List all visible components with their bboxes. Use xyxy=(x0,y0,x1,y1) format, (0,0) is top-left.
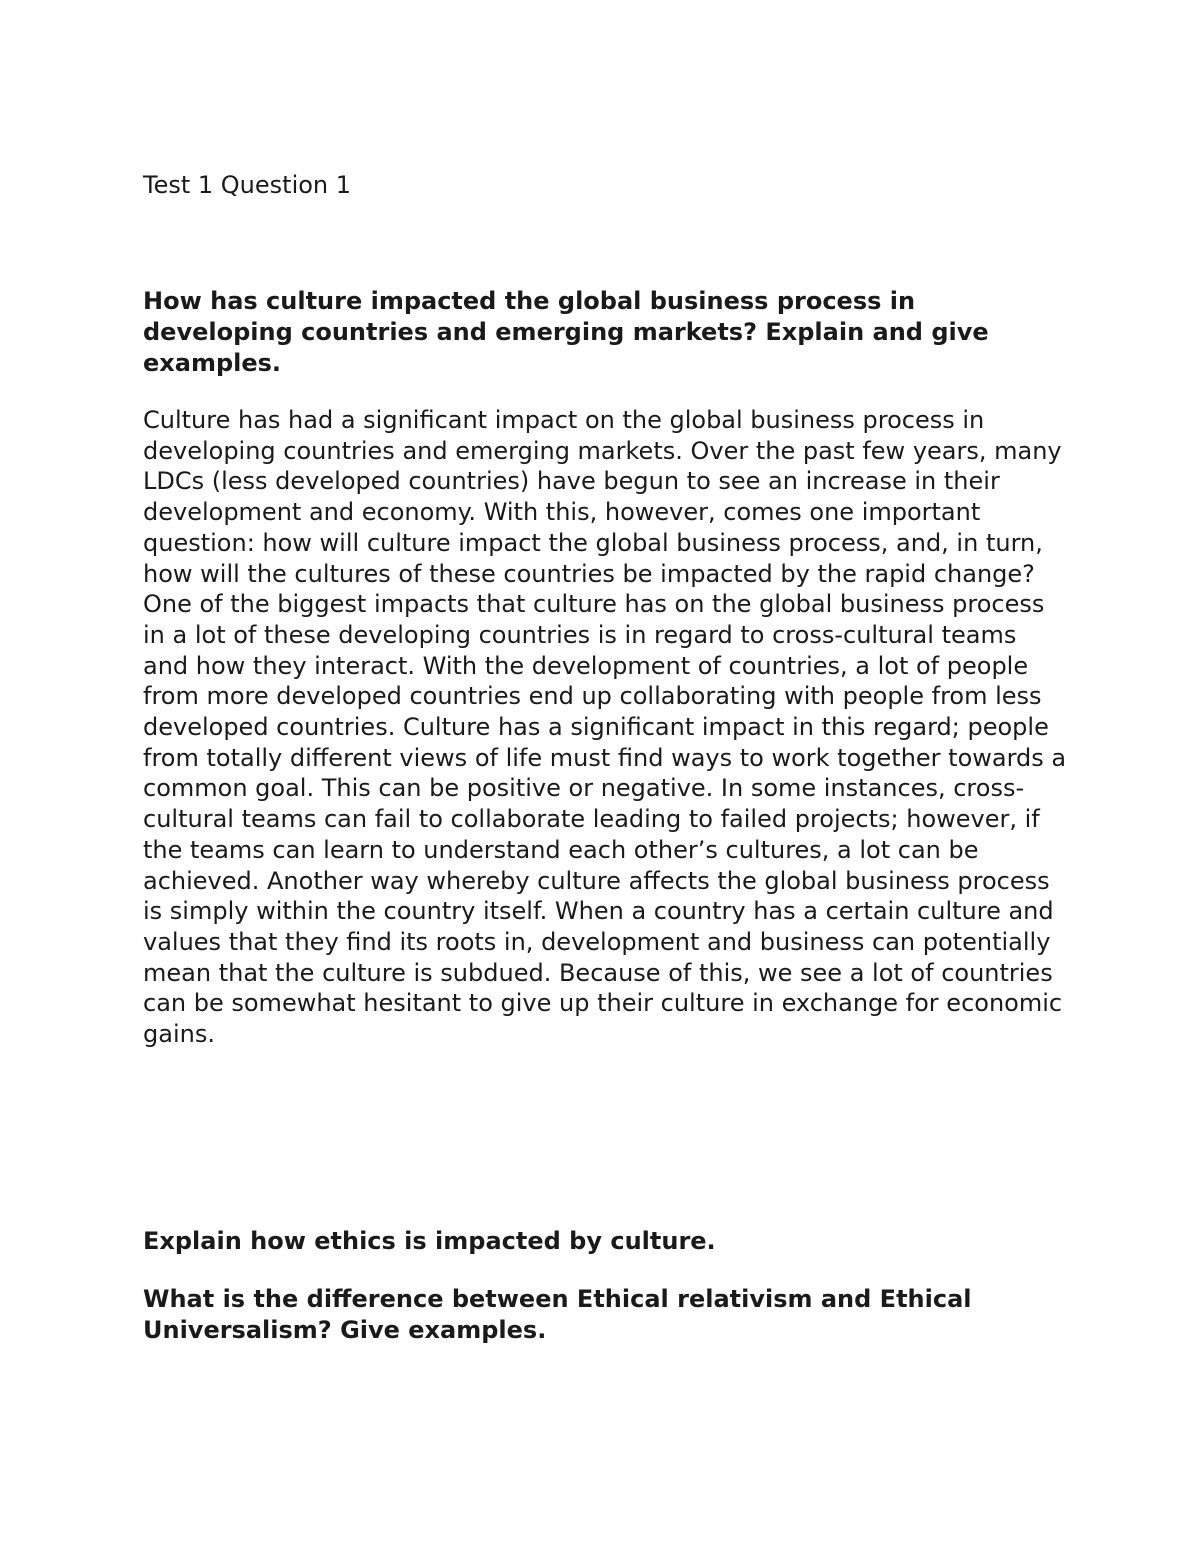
answer-1-paragraph: Culture has had a significant impact on the global business process in developing countries and emerging markets. Over the past few years, many LDCs (less developed countries) have begun to see an increase in their development and economy. With this, however, comes one important question: how will culture impact the global business process, and, in turn, how will the cultures of these countries be impacted by the rapid change? One of the biggest impacts that culture has on the global business process in a lot of these developing countries is in regard to cross-cultural teams and how they interact. With the development of countries, a lot of people from more developed countries end up collaborating with people from less developed countries. Culture has a significant impact in this regard; people from totally different views of life must find ways to work together towards a common goal. This can be positive or negative. In some instances, cross-cultural teams can fail to collaborate leading to failed projects; however, if the teams can learn to understand each other’s cultures, a lot can be achieved. Another way whereby culture affects the global business process is simply within the country itself. When a country has a certain culture and values that they find its roots in, development and business can potentially mean that the culture is subdued. Because of this, we see a lot of countries can be somewhat hesitant to give up their culture in exchange for economic gains. xyxy=(143,406,1067,1049)
question-3-heading: What is the difference between Ethical relativism and Ethical Universalism? Give examples. xyxy=(143,1285,972,1344)
document-title: Test 1 Question 1 xyxy=(143,171,352,199)
question-1-heading: How has culture impacted the global business process in developing countries and emerging markets? Explain and give examples. xyxy=(143,287,989,377)
question-2-heading: Explain how ethics is impacted by culture. xyxy=(143,1227,716,1255)
